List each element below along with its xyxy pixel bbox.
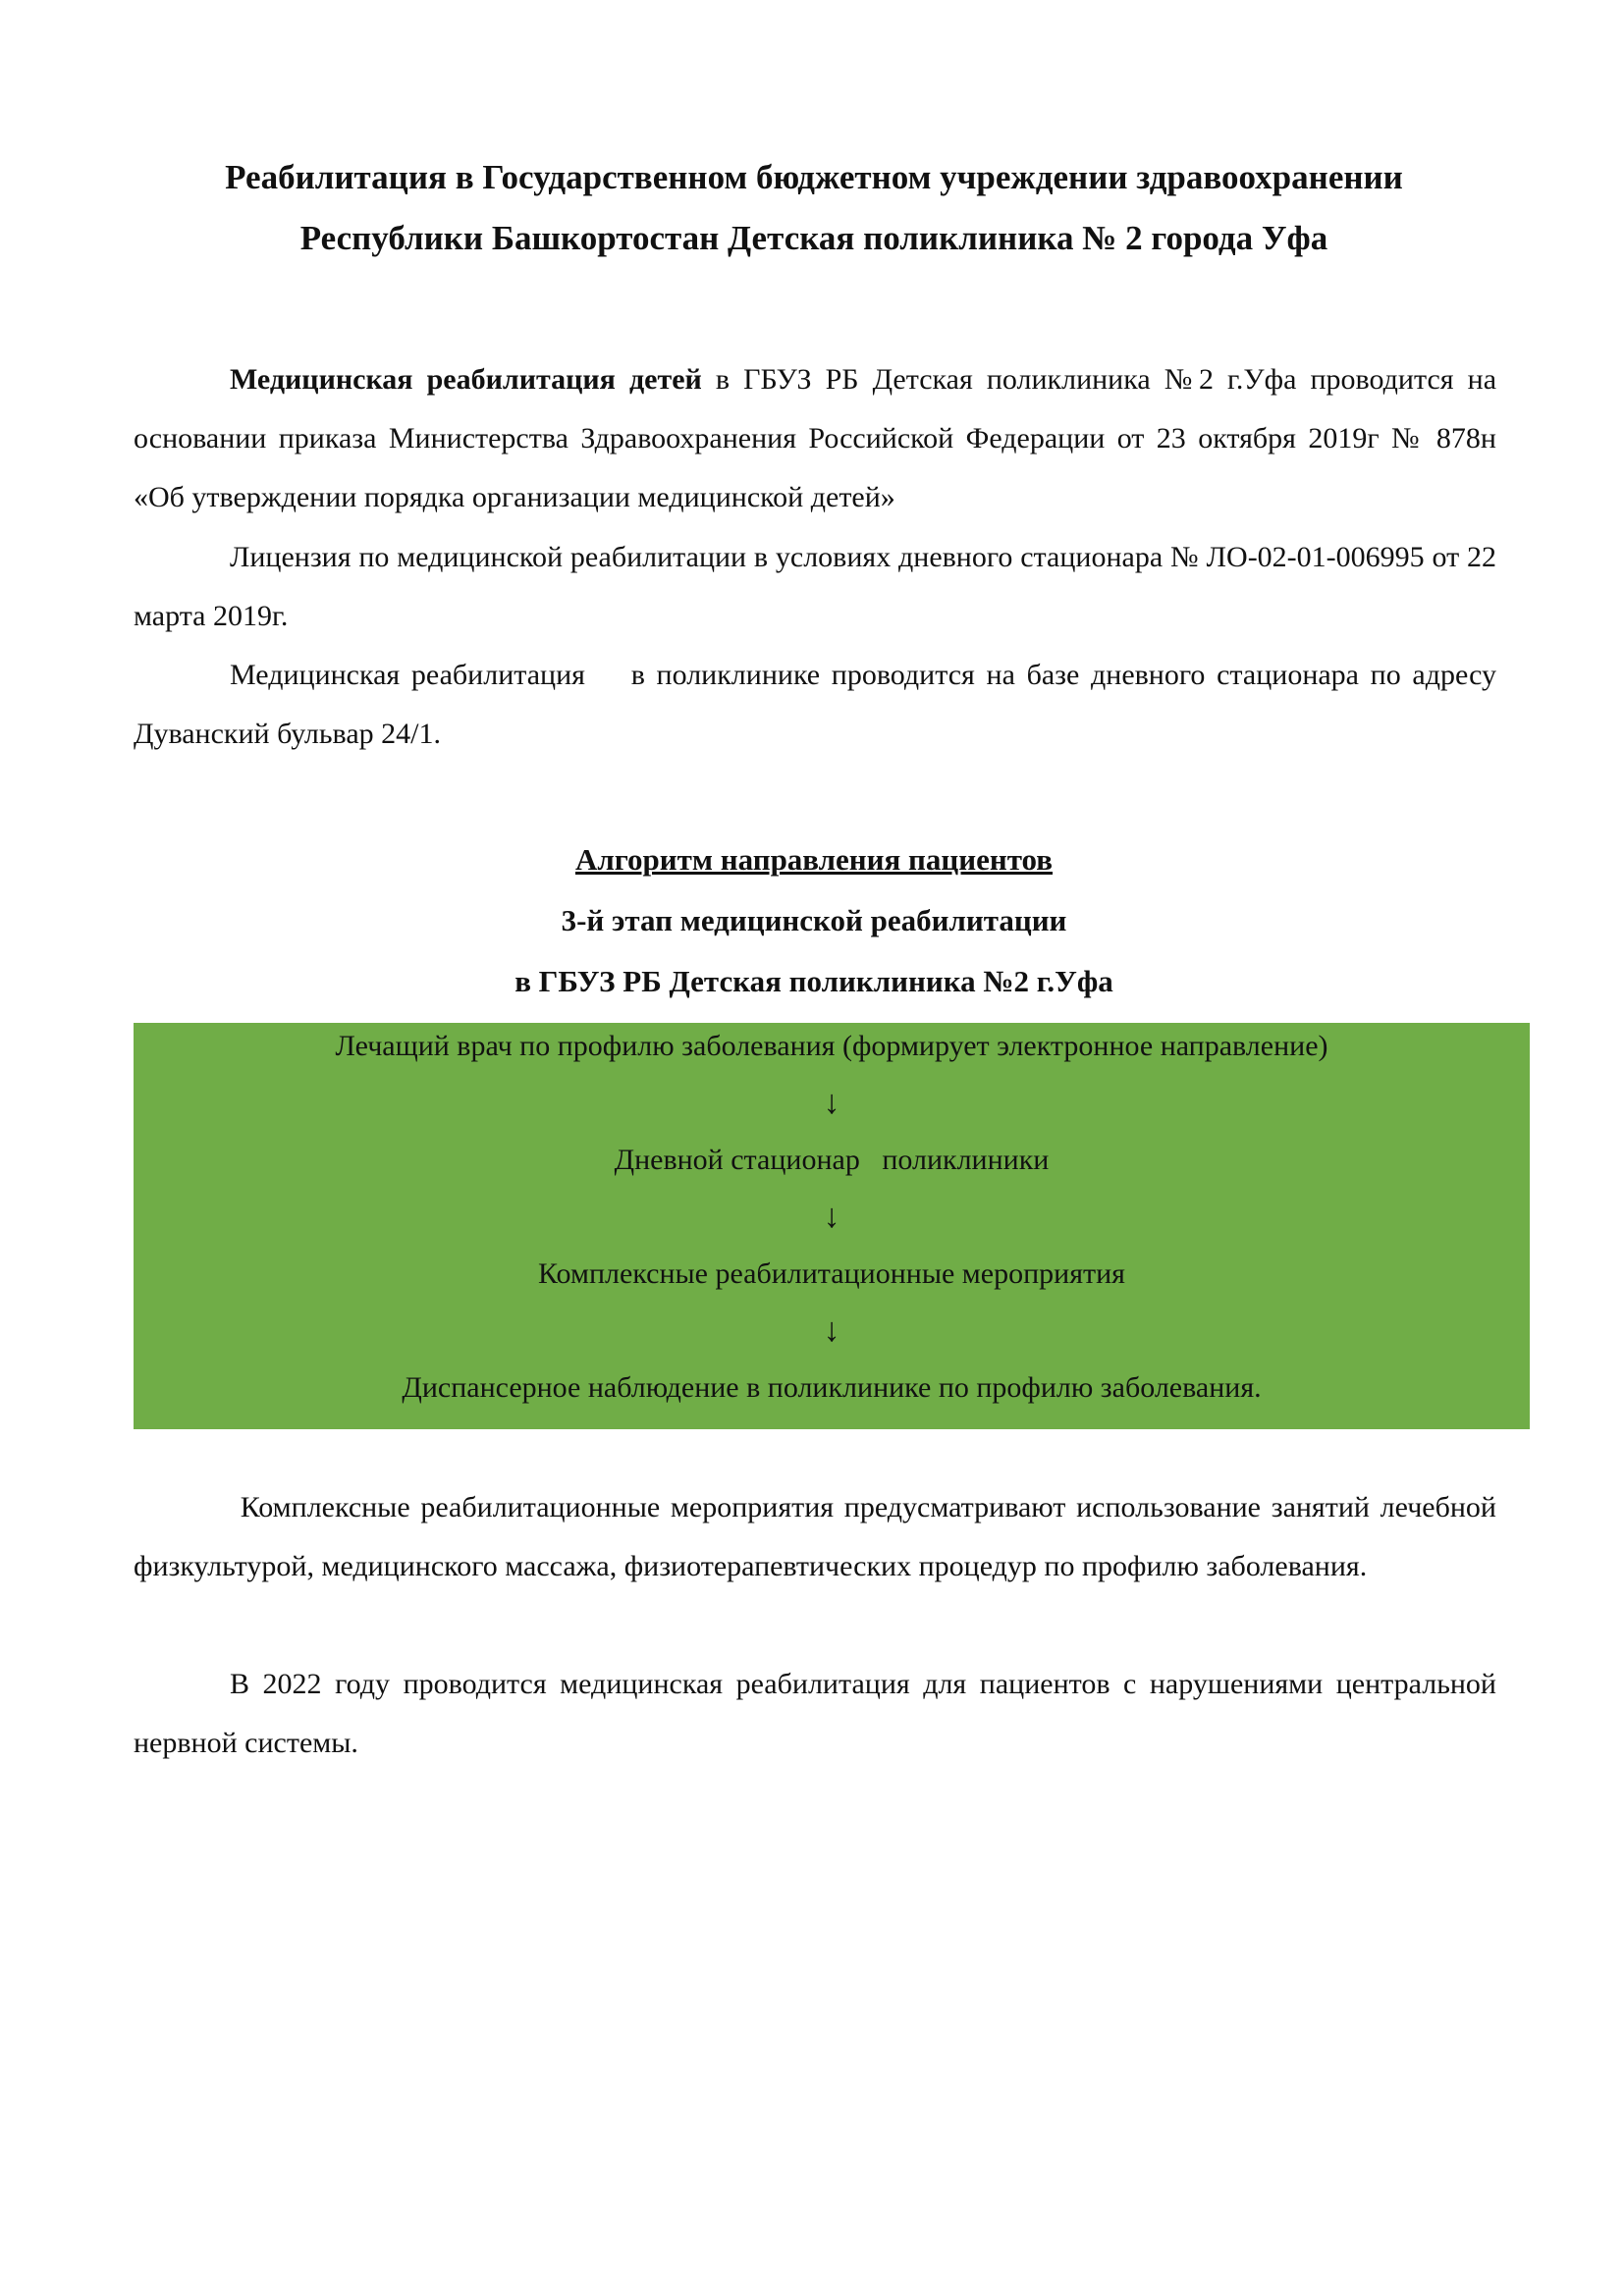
year-note-paragraph	[134, 1655, 1496, 1773]
algorithm-heading-rest: 3-й этап медицинской реабилитации	[561, 903, 1067, 937]
flow-step-attending-doctor: Лечащий врач по профилю заболевания (формирует электронное направление)	[335, 1030, 1328, 1062]
flow-step-dispensary-observation: Диспансерное наблюдение в поликлинике по профилю заболевания.	[402, 1371, 1262, 1404]
flow-step-rehab-measures: Комплексные реабилитационные мероприятия	[538, 1257, 1125, 1290]
title-line-1: Реабилитация в Государственном бюджетном учреждении здравоохранении	[225, 158, 1403, 196]
intro-paragraph	[134, 350, 1496, 527]
referral-flowchart	[134, 1023, 1530, 1429]
measures-text: Комплексные реабилитационные мероприятия предусматривают использование занятий лечебной физкультурой, медицинского массажа, физиотерапевтических процедур по профилю заболевания.	[134, 1491, 1496, 1582]
title-line-2: Республики Башкортостан Детская поликлиника № 2 города Уфа	[299, 219, 1328, 257]
document-title	[134, 147, 1494, 269]
algorithm-heading-line-1	[134, 829, 1494, 951]
intro-text: в ГБУЗ РБ Детская поликлиника №2 г.Уфа проводится на основании приказа Министерства Здравоохранения Российской Федерации от 23 октября 2019г № 878н «Об утверждении порядка организации медицинской детей»	[134, 363, 1497, 513]
location-paragraph	[134, 646, 1504, 764]
flow-step-day-hospital: Дневной стационар поликлиники	[614, 1144, 1050, 1176]
down-arrow-icon: ↓	[823, 1085, 840, 1121]
intro-bold-lead: Медицинская реабилитация детей	[230, 363, 702, 396]
algorithm-underlined-text: Алгоритм направления пациентов	[574, 842, 1054, 877]
year-note-text: В 2022 году проводится медицинская реабилитация для пациентов с нарушениями центральной нервной системы.	[134, 1668, 1496, 1759]
license-text: Лицензия по медицинской реабилитации в условиях дневного стационара № ЛО-02-01-006995 от 22 марта 2019г.	[134, 541, 1496, 632]
down-arrow-icon: ↓	[823, 1199, 840, 1235]
location-text: Медицинская реабилитация в поликлинике проводится на базе дневного стационара по адресу Дуванский бульвар 24/1.	[134, 659, 1504, 750]
algorithm-heading	[134, 829, 1494, 1012]
license-paragraph	[134, 528, 1496, 646]
down-arrow-icon: ↓	[823, 1312, 840, 1349]
algorithm-heading-line-2: в ГБУЗ РБ Детская поликлиника №2 г.Уфа	[514, 964, 1113, 998]
measures-paragraph	[134, 1478, 1496, 1596]
